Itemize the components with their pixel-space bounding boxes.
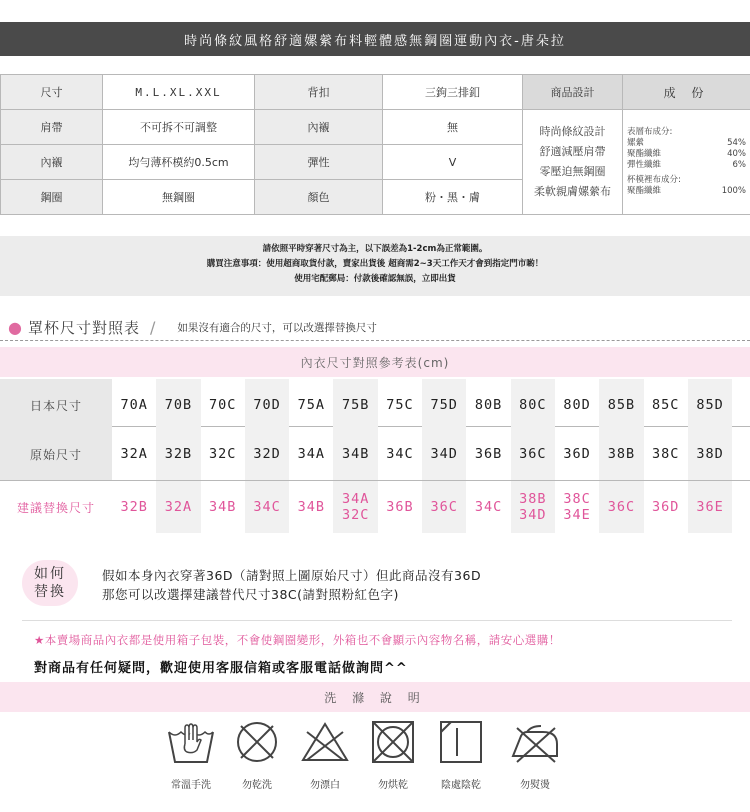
orig-size-cell: 34D xyxy=(422,428,466,480)
orig-size-label: 原始尺寸 xyxy=(0,428,112,480)
spec-color-value: 粉・黑・膚 xyxy=(383,180,523,215)
how-to-text xyxy=(102,566,481,604)
orig-size-cell: 34A xyxy=(297,446,326,462)
cup-fabric-item: 聚酯纖維 100% xyxy=(627,186,746,196)
fabric-title: 表層布成分: xyxy=(627,127,673,137)
jp-size-row xyxy=(0,379,750,431)
bullet-icon: ● xyxy=(8,317,22,337)
care-label: 勿乾洗 xyxy=(242,780,272,791)
design-line: 時尚條紋設計 xyxy=(539,125,606,138)
care-item xyxy=(426,716,496,791)
spec-buckle-label: 背扣 xyxy=(255,75,383,110)
spec-size-label: 尺寸 xyxy=(1,75,103,110)
jp-size-cell: 75A xyxy=(297,397,326,413)
design-line: 柔軟親膚嫘縈布 xyxy=(534,185,611,198)
contact-note: 對商品有任何疑問，歡迎使用客服信箱或客服電話做詢問^^ xyxy=(34,661,408,676)
orig-size-cell: 36B xyxy=(474,446,503,462)
packaging-warning: ★本賣場商品內衣都是使用箱子包裝，不會使鋼圈變形，外箱也不會顯示內容物名稱，請安心選購！ xyxy=(34,633,561,647)
orig-size-row xyxy=(0,428,750,480)
jp-size-cell: 80C xyxy=(511,379,555,431)
fabric-item: 嫘縈 54% xyxy=(627,138,746,148)
jp-size-cell: 85D xyxy=(688,379,732,431)
fabric-item: 彈性纖維 6% xyxy=(627,160,746,170)
heading-divider: / xyxy=(149,317,156,337)
care-item xyxy=(222,716,292,791)
badge-line: 替換 xyxy=(34,584,66,600)
care-label: 勿熨燙 xyxy=(520,780,550,791)
alt-size-cell: 38B 34D xyxy=(511,481,555,533)
notice-line: 使用宅配郵局：付款後確認無誤，立即出貨 xyxy=(294,274,456,284)
alt-size-cell: 36E xyxy=(688,481,732,533)
fabric-item: 聚酯纖維 40% xyxy=(627,149,746,159)
notice-box xyxy=(0,236,750,296)
alt-size-cell: 34B xyxy=(209,499,237,515)
how-to-badge xyxy=(22,560,78,606)
orig-size-cell: 38C xyxy=(652,446,680,462)
care-label: 勿烘乾 xyxy=(378,780,408,791)
alt-size-cell: 34C xyxy=(245,481,289,533)
spec-table xyxy=(0,74,750,215)
hand-wash-icon xyxy=(163,716,219,770)
spec-lining-label: 內襯 xyxy=(1,145,103,180)
alt-size-cell: 34C xyxy=(474,499,503,515)
alt-size-cell: 34A 32C xyxy=(333,481,377,533)
spec-elastic-value: V xyxy=(383,145,523,180)
shade-dry-icon xyxy=(433,716,489,770)
jp-size-cell: 75D xyxy=(422,379,466,431)
alt-size-cell: 36D xyxy=(652,499,680,515)
jp-size-cell: 85B xyxy=(599,379,643,431)
spec-wire-label: 鋼圈 xyxy=(1,180,103,215)
orig-size-cell: 38D xyxy=(688,428,732,480)
notice-line: 購買注意事項：使用超商取貨付款，賣家出貨後 超商需2~3天工作天才會到指定門市喲！ xyxy=(206,259,544,269)
jp-size-cell: 75C xyxy=(386,397,414,413)
no-iron-icon xyxy=(507,716,563,770)
alt-size-cell: 36B xyxy=(386,499,414,515)
jp-size-cell: 70B xyxy=(156,379,200,431)
orig-size-cell: 32C xyxy=(209,446,237,462)
care-label: 勿漂白 xyxy=(310,780,340,791)
spec-size-value: M.L.XL.XXL xyxy=(103,75,255,110)
how-to-line: 假如本身內衣穿著36D（請對照上圖原始尺寸）但此商品沒有36D xyxy=(102,568,482,583)
spec-strap-label: 肩帶 xyxy=(1,110,103,145)
orig-size-cell: 34B xyxy=(333,428,377,480)
how-to-line: 那您可以改選擇建議替代尺寸38C(請對照粉紅色字) xyxy=(102,587,399,602)
jp-size-cell: 85C xyxy=(652,397,680,413)
care-label: 常溫手洗 xyxy=(171,780,211,791)
spec-fabric xyxy=(623,110,750,215)
jp-size-cell: 80D xyxy=(563,397,591,413)
alt-size-cell: 38C 34E xyxy=(563,491,591,523)
jp-size-cell: 75B xyxy=(333,379,377,431)
alt-size-cell: 32B xyxy=(120,499,148,515)
page-title: 時尚條紋風格舒適嫘縈布料輕體感無鋼圈運動內衣-唐朵拉 xyxy=(0,22,750,56)
jp-size-label: 日本尺寸 xyxy=(0,379,112,431)
no-bleach-icon xyxy=(297,716,353,770)
orig-size-cell: 38B xyxy=(599,428,643,480)
spec-strap-value: 不可拆不可調整 xyxy=(103,110,255,145)
alt-size-label: 建議替換尺寸 xyxy=(16,500,95,515)
orig-size-cell: 36D xyxy=(563,446,591,462)
alt-size-row xyxy=(0,481,750,533)
cup-fabric-title: 杯模裡布成分: xyxy=(627,175,681,185)
alt-size-cell: 36C xyxy=(422,481,466,533)
cup-size-title: 罩杯尺寸對照表 xyxy=(27,318,140,337)
care-icons-row xyxy=(0,716,750,812)
orig-size-cell: 32B xyxy=(156,428,200,480)
jp-size-cell: 80B xyxy=(474,397,503,413)
orig-size-cell: 36C xyxy=(511,428,555,480)
orig-size-cell: 32D xyxy=(245,428,289,480)
divider xyxy=(22,620,732,621)
spec-inner-label: 內襯 xyxy=(255,110,383,145)
spec-color-label: 顏色 xyxy=(255,180,383,215)
jp-size-cell: 70D xyxy=(245,379,289,431)
design-line: 零壓迫無鋼圈 xyxy=(539,165,606,178)
care-label: 陰處陰乾 xyxy=(441,780,481,791)
orig-size-cell: 32A xyxy=(120,446,148,462)
spec-buckle-value: 三鉤三排釦 xyxy=(383,75,523,110)
care-item xyxy=(500,716,570,791)
design-line: 舒適減壓肩帶 xyxy=(539,145,606,158)
spec-design-label: 商品設計 xyxy=(523,75,623,110)
care-item xyxy=(290,716,360,791)
spec-wire-value: 無鋼圈 xyxy=(103,180,255,215)
jp-size-cell: 70C xyxy=(209,397,237,413)
jp-size-cell: 70A xyxy=(120,397,148,413)
notice-line: 請依照平時穿著尺寸為主，以下誤差為1-2cm為正常範圍。 xyxy=(262,244,488,254)
dotted-divider xyxy=(0,340,750,341)
size-ref-title: 內衣尺寸對照參考表(cm) xyxy=(0,347,750,377)
spec-lining-value: 均勻薄杯模約0.5cm xyxy=(103,145,255,180)
alt-size-cell: 32A xyxy=(156,481,200,533)
no-dry-clean-icon xyxy=(229,716,285,770)
orig-size-cell: 34C xyxy=(386,446,414,462)
spec-design-list xyxy=(523,110,623,215)
spec-elastic-label: 彈性 xyxy=(255,145,383,180)
cup-size-subtitle: 如果沒有適合的尺寸，可以改選擇替換尺寸 xyxy=(177,321,377,334)
care-item xyxy=(156,716,226,791)
wash-title: 洗 滌 說 明 xyxy=(0,682,750,712)
alt-size-cell: 34B xyxy=(297,499,326,515)
spec-inner-value: 無 xyxy=(383,110,523,145)
no-tumble-dry-icon xyxy=(365,716,421,770)
alt-size-cell: 36C xyxy=(599,481,643,533)
care-item xyxy=(358,716,428,791)
cup-size-heading xyxy=(8,314,750,340)
spec-composition-label: 成 份 xyxy=(623,75,750,110)
badge-line: 如何 xyxy=(34,566,66,582)
